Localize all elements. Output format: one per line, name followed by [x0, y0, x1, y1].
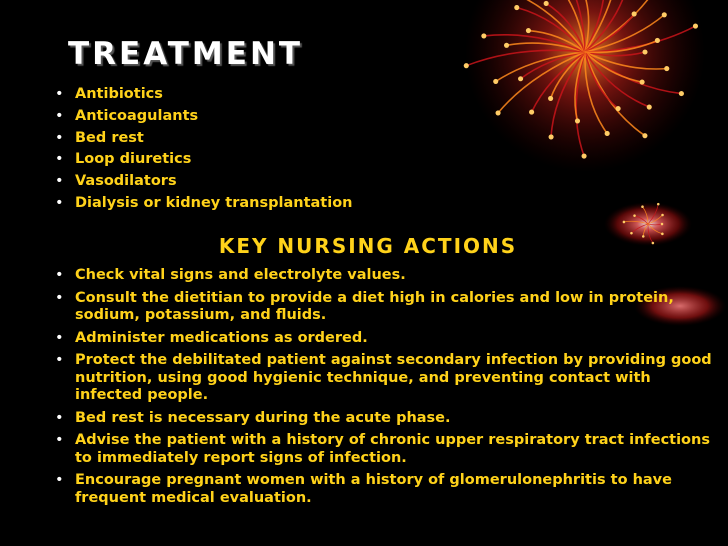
bullet-icon: • — [55, 352, 64, 368]
list-item-text: Consult the dietitian to provide a diet high in calories and low in protein, sodium, potassium, and fluids. — [75, 289, 674, 323]
spark-dot — [655, 38, 660, 43]
list-item — [47, 193, 467, 215]
nursing-actions-list — [47, 267, 712, 512]
bullet-icon: • — [55, 267, 64, 283]
spark-dot — [504, 43, 509, 48]
spark-dot — [529, 110, 534, 115]
list-item — [47, 330, 712, 348]
spark-dot — [661, 223, 664, 226]
spark-dot — [642, 49, 647, 54]
spark-dot — [518, 76, 523, 81]
list-item — [47, 149, 467, 171]
spark-dot — [662, 12, 667, 17]
spark-dot — [632, 11, 637, 16]
spark-dot — [582, 153, 587, 158]
spark-dot — [514, 5, 519, 10]
bullet-icon: • — [55, 329, 64, 346]
list-item-text: Advise the patient with a history of chronic upper respiratory tract infections to immediately report signs of infection. — [75, 432, 710, 466]
spark-dot — [496, 110, 501, 115]
spark-dot — [633, 214, 636, 217]
list-item-text: Administer medications as ordered. — [75, 329, 368, 346]
bullet-icon: • — [55, 472, 64, 488]
spark-dot — [605, 131, 610, 136]
slide-title: TREATMENT — [68, 36, 304, 72]
spark-dot — [693, 23, 698, 28]
list-item-text: Check vital signs and electrolyte values. — [75, 267, 406, 283]
list-item-text: Dialysis or kidney transplantation — [75, 194, 353, 211]
bullet-icon: • — [55, 432, 64, 448]
bullet-icon: • — [55, 86, 64, 102]
spark-dot — [641, 205, 644, 208]
bullet-icon: • — [55, 173, 64, 190]
burst-glow — [465, 0, 705, 172]
spark-dot — [616, 106, 621, 111]
spark-dot — [549, 134, 554, 139]
list-item — [47, 410, 712, 428]
section-heading: KEY NURSING ACTIONS — [218, 234, 518, 258]
bullet-icon: • — [55, 289, 64, 306]
list-item-text: Loop diuretics — [75, 151, 192, 168]
bullet-icon: • — [55, 129, 64, 146]
list-item — [47, 84, 467, 106]
list-item — [47, 352, 712, 405]
spark-dot — [548, 96, 553, 101]
spark-dot — [657, 203, 660, 206]
list-item — [47, 128, 467, 150]
bullet-icon: • — [55, 151, 64, 168]
list-item-text: Anticoagulants — [75, 107, 199, 124]
list-item — [47, 472, 712, 507]
list-item — [47, 106, 467, 128]
spark-dot — [640, 79, 645, 84]
list-item-text: Encourage pregnant women with a history of glomerulonephritis to have frequent medical evaluation. — [75, 472, 672, 506]
spark-dot — [526, 28, 531, 33]
list-item — [47, 432, 712, 467]
spark-dot — [493, 79, 498, 84]
spark-dot — [679, 91, 684, 96]
bullet-icon: • — [55, 194, 64, 211]
spark-dot — [623, 221, 626, 224]
bullet-icon: • — [55, 409, 64, 426]
spark-dot — [647, 104, 652, 109]
list-item-text: Bed rest is necessary during the acute phase. — [75, 409, 451, 426]
list-item-text: Bed rest — [75, 129, 144, 146]
treatment-list — [47, 84, 467, 215]
spark-dot — [575, 118, 580, 123]
spark-dot — [544, 1, 549, 6]
spark-dot — [464, 63, 469, 68]
spark-dot — [642, 133, 647, 138]
spark-dot — [664, 66, 669, 71]
list-item — [47, 267, 712, 285]
spark-dot — [481, 33, 486, 38]
list-item-text: Antibiotics — [75, 86, 163, 102]
spark-dot — [661, 214, 664, 217]
list-item — [47, 171, 467, 193]
bullet-icon: • — [55, 107, 64, 124]
list-item — [47, 290, 712, 325]
list-item-text: Protect the debilitated patient against secondary infection by providing good nutrition, using good hygienic technique, and preventing contact with infected people. — [75, 352, 712, 403]
list-item-text: Vasodilators — [75, 173, 177, 190]
